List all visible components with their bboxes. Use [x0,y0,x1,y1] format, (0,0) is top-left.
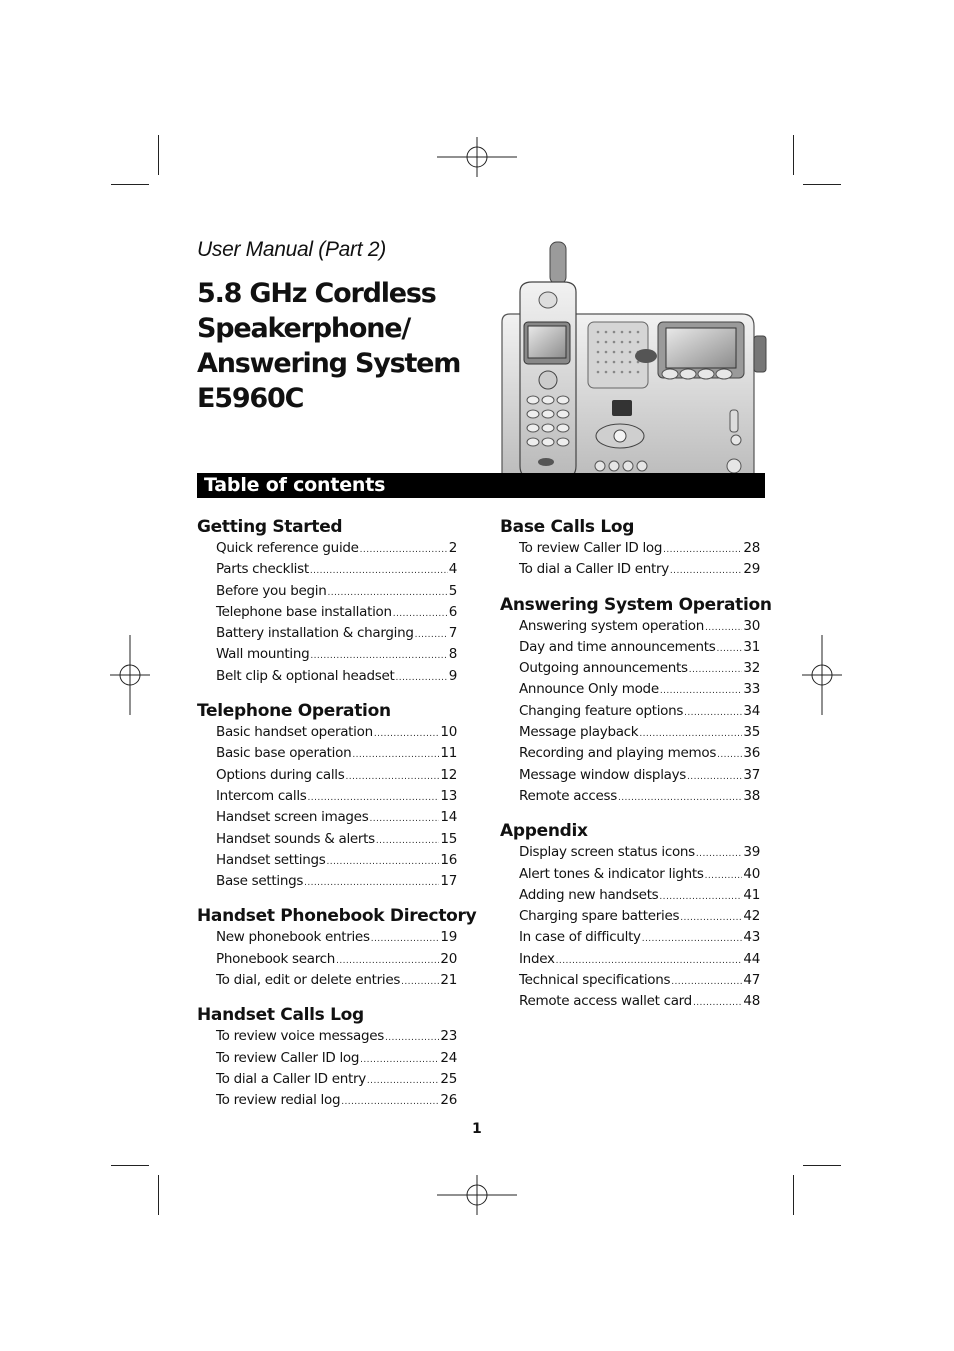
toc-entry[interactable] [216,830,457,851]
toc-entry-page: 11 [440,745,457,762]
toc-leader-dots [716,640,742,659]
toc-entry-page: 7 [448,625,457,642]
toc-leader-dots [660,682,743,701]
toc-leader-dots [369,810,439,829]
toc-entry-page: 29 [743,561,760,578]
toc-entry-label: In case of difficulty [519,929,641,946]
toc-leader-dots [693,994,742,1013]
toc-entry[interactable] [519,744,760,765]
toc-entry-page: 2 [448,540,457,556]
toc-entry[interactable] [216,560,457,581]
toc-entry[interactable] [519,680,760,701]
toc-entry[interactable] [519,992,760,1013]
toc-entry-label: Handset sounds & alerts [216,830,375,847]
toc-entry[interactable] [216,1049,457,1070]
toc-entry-page: 4 [448,561,457,578]
product-title [197,276,487,416]
toc-entry-page: 28 [743,540,760,556]
toc-entry-page: 42 [743,908,760,925]
toc-entry-page: 35 [743,724,760,741]
toc-entry-label: Before you begin [216,582,327,599]
toc-section [197,700,465,893]
toc-entry-label: To review voice messages [216,1028,384,1045]
toc-entry-label: Remote access [519,787,617,804]
toc-entry-label: Phonebook search [216,950,336,967]
toc-entry[interactable] [216,603,457,624]
toc-entry-page: 14 [440,809,457,826]
toc-entry-page: 38 [743,787,760,804]
toc-entry-label: To dial a Caller ID entry [216,1070,366,1087]
toc-entry[interactable] [216,667,457,688]
toc-entry-page: 12 [440,766,457,783]
toc-right-column [500,516,772,1026]
toc-heading: Table of contents [197,473,765,498]
registration-mark-bottom [437,1175,517,1215]
toc-entry[interactable] [519,928,760,949]
toc-section [197,905,477,992]
toc-entry[interactable] [216,744,457,765]
toc-leader-dots [696,845,742,864]
toc-entry-page: 36 [743,745,760,762]
toc-leader-dots [367,1072,439,1091]
toc-entry-page: 43 [743,929,760,946]
toc-entry-label: Battery installation & charging [216,625,414,642]
toc-entry[interactable] [519,539,760,560]
toc-entry-page: 37 [743,766,760,783]
toc-leader-dots [352,746,439,765]
product-title-line: 5.8 GHz Cordless [197,278,436,309]
product-title-line: Speakerphone/ [197,313,411,344]
toc-leader-dots [680,909,742,928]
toc-entry[interactable] [216,971,457,992]
toc-section-title: Handset Calls Log [197,1005,364,1026]
toc-entry[interactable] [519,907,760,928]
toc-leader-dots [639,725,742,744]
toc-section [500,516,768,582]
toc-entry[interactable] [519,617,760,638]
toc-section-title: Getting Started [197,517,343,537]
toc-entry-label: Parts checklist [216,561,309,578]
toc-entry[interactable] [519,659,760,680]
product-title-line: E5960C [197,383,304,414]
toc-entry-page: 32 [743,660,760,677]
toc-entry[interactable] [216,950,457,971]
toc-leader-dots [327,584,447,603]
toc-entry-label: Quick reference guide [216,540,359,556]
toc-leader-dots [360,541,448,560]
toc-leader-dots [304,874,439,893]
toc-entry[interactable] [519,886,760,907]
toc-section [197,516,465,688]
toc-entry-page: 40 [743,865,760,882]
toc-entry-label: Announce Only mode [519,681,659,698]
toc-section-title: Base Calls Log [500,517,635,537]
toc-leader-dots [371,930,440,949]
toc-leader-dots [684,704,742,723]
toc-entry[interactable] [519,766,760,787]
toc-left-column [197,516,477,1125]
toc-leader-dots [671,973,742,992]
toc-leader-dots [341,1093,439,1112]
toc-entry-label: Basic handset operation [216,724,373,741]
toc-entry-label: Charging spare batteries [519,908,680,925]
toc-entry-page: 25 [440,1070,457,1087]
toc-leader-dots [374,725,440,744]
toc-entry[interactable] [216,1070,457,1091]
toc-leader-dots [670,562,742,581]
toc-entry[interactable] [519,971,760,992]
toc-entry-label: Changing feature options [519,702,684,719]
toc-entry-page: 16 [440,851,457,868]
toc-entry[interactable] [216,808,457,829]
toc-entry-page: 9 [448,667,457,684]
toc-entry-label: Handset screen images [216,809,369,826]
toc-leader-dots [663,541,742,560]
toc-entry-label: Message playback [519,724,639,741]
toc-entry-page: 33 [743,681,760,698]
manual-subtitle: User Manual (Part 2) [197,238,386,261]
toc-leader-dots [376,832,440,851]
toc-entry-label: To dial, edit or delete entries [216,972,401,989]
toc-entry[interactable] [519,865,760,886]
toc-leader-dots [310,562,448,581]
toc-entry-label: Alert tones & indicator lights [519,865,704,882]
toc-entry-label: Handset settings [216,851,326,868]
toc-entry-label: Wall mounting [216,646,310,663]
toc-entry[interactable] [216,1091,457,1112]
toc-entry-label: Intercom calls [216,787,307,804]
toc-entry-label: New phonebook entries [216,929,370,946]
toc-entry[interactable] [216,787,457,808]
toc-entry-label: Base settings [216,873,304,890]
toc-entry[interactable] [519,702,760,723]
toc-entry[interactable] [216,723,457,744]
toc-entry-page: 23 [440,1028,457,1045]
toc-entry-page: 34 [743,702,760,719]
toc-entry-page: 41 [743,886,760,903]
toc-leader-dots [717,746,742,765]
toc-entry-page: 5 [448,582,457,599]
toc-leader-dots [642,930,743,949]
toc-section-title: Answering System Operation [500,594,772,615]
toc-section-title: Handset Phonebook Directory [197,906,477,927]
toc-leader-dots [689,661,743,680]
toc-entry-label: Outgoing announcements [519,660,688,677]
toc-entry-page: 47 [743,972,760,989]
toc-leader-dots [336,952,439,971]
toc-entry-label: Technical specifications [519,972,671,989]
toc-entry-page: 30 [743,617,760,634]
toc-entry-page: 15 [440,830,457,847]
toc-section [500,820,768,1013]
toc-leader-dots [705,867,743,886]
toc-entry[interactable] [519,560,760,581]
toc-entry[interactable] [519,950,760,971]
toc-entry-label: To review Caller ID log [216,1049,360,1066]
toc-entry-label: Answering system operation [519,617,705,634]
toc-leader-dots [556,952,743,971]
registration-mark-right [802,635,842,715]
toc-entry-page: 6 [448,603,457,620]
registration-mark-top [437,137,517,177]
toc-leader-dots [327,853,440,872]
toc-leader-dots [308,789,440,808]
toc-leader-dots [618,789,742,808]
toc-entry[interactable] [216,645,457,666]
toc-entry-label: Telephone base installation [216,603,392,620]
toc-entry-label: Remote access wallet card [519,993,692,1010]
toc-section-title: Telephone Operation [197,701,391,722]
toc-leader-dots [360,1051,439,1070]
toc-entry-page: 44 [743,950,760,967]
page-number: 1 [472,1121,482,1137]
toc-entry-label: Recording and playing memos [519,745,717,762]
toc-entry-page: 48 [743,993,760,1010]
toc-entry[interactable] [216,766,457,787]
toc-entry[interactable] [519,787,760,808]
toc-entry[interactable] [216,1027,457,1048]
toc-leader-dots [345,768,439,787]
toc-section [197,1004,465,1112]
toc-entry-page: 17 [440,873,457,890]
toc-entry-page: 26 [440,1092,457,1109]
toc-leader-dots [687,768,742,787]
toc-entry-label: To review Caller ID log [519,540,663,556]
toc-leader-dots [393,605,448,624]
phone-illustration [498,240,770,492]
toc-entry-label: Day and time announcements [519,638,716,655]
toc-entry-label: Belt clip & optional headset [216,667,395,684]
registration-mark-left [110,635,150,715]
toc-leader-dots [395,669,447,688]
toc-entry-label: To review redial log [216,1092,341,1109]
toc-entry[interactable] [216,872,457,893]
toc-entry-page: 10 [440,724,457,741]
toc-entry[interactable] [216,624,457,645]
toc-entry-label: To dial a Caller ID entry [519,561,669,578]
toc-section-title: Appendix [500,821,588,842]
toc-entry[interactable] [519,843,760,864]
toc-entry[interactable] [216,928,457,949]
toc-leader-dots [401,973,439,992]
toc-entry-page: 20 [440,950,457,967]
toc-entry[interactable] [519,638,760,659]
toc-entry-page: 24 [440,1049,457,1066]
toc-entry-page: 31 [743,638,760,655]
toc-leader-dots [659,888,742,907]
toc-leader-dots [705,619,742,638]
toc-entry[interactable] [216,582,457,603]
toc-leader-dots [310,647,447,666]
toc-entry[interactable] [519,723,760,744]
toc-leader-dots [385,1029,439,1048]
toc-entry-label: Adding new handsets [519,886,659,903]
toc-entry-label: Display screen status icons [519,844,695,861]
toc-section [500,594,772,809]
toc-entry-page: 13 [440,787,457,804]
toc-entry[interactable] [216,539,457,560]
toc-leader-dots [415,626,448,645]
toc-entry-label: Options during calls [216,766,345,783]
product-title-line: Answering System [197,348,461,379]
toc-entry[interactable] [216,851,457,872]
toc-entry-label: Index [519,950,555,967]
toc-entry-label: Basic base operation [216,745,352,762]
toc-entry-label: Message window displays [519,766,687,783]
toc-entry-page: 19 [440,929,457,946]
toc-entry-page: 21 [440,972,457,989]
toc-entry-page: 39 [743,844,760,861]
toc-entry-page: 8 [448,646,457,663]
